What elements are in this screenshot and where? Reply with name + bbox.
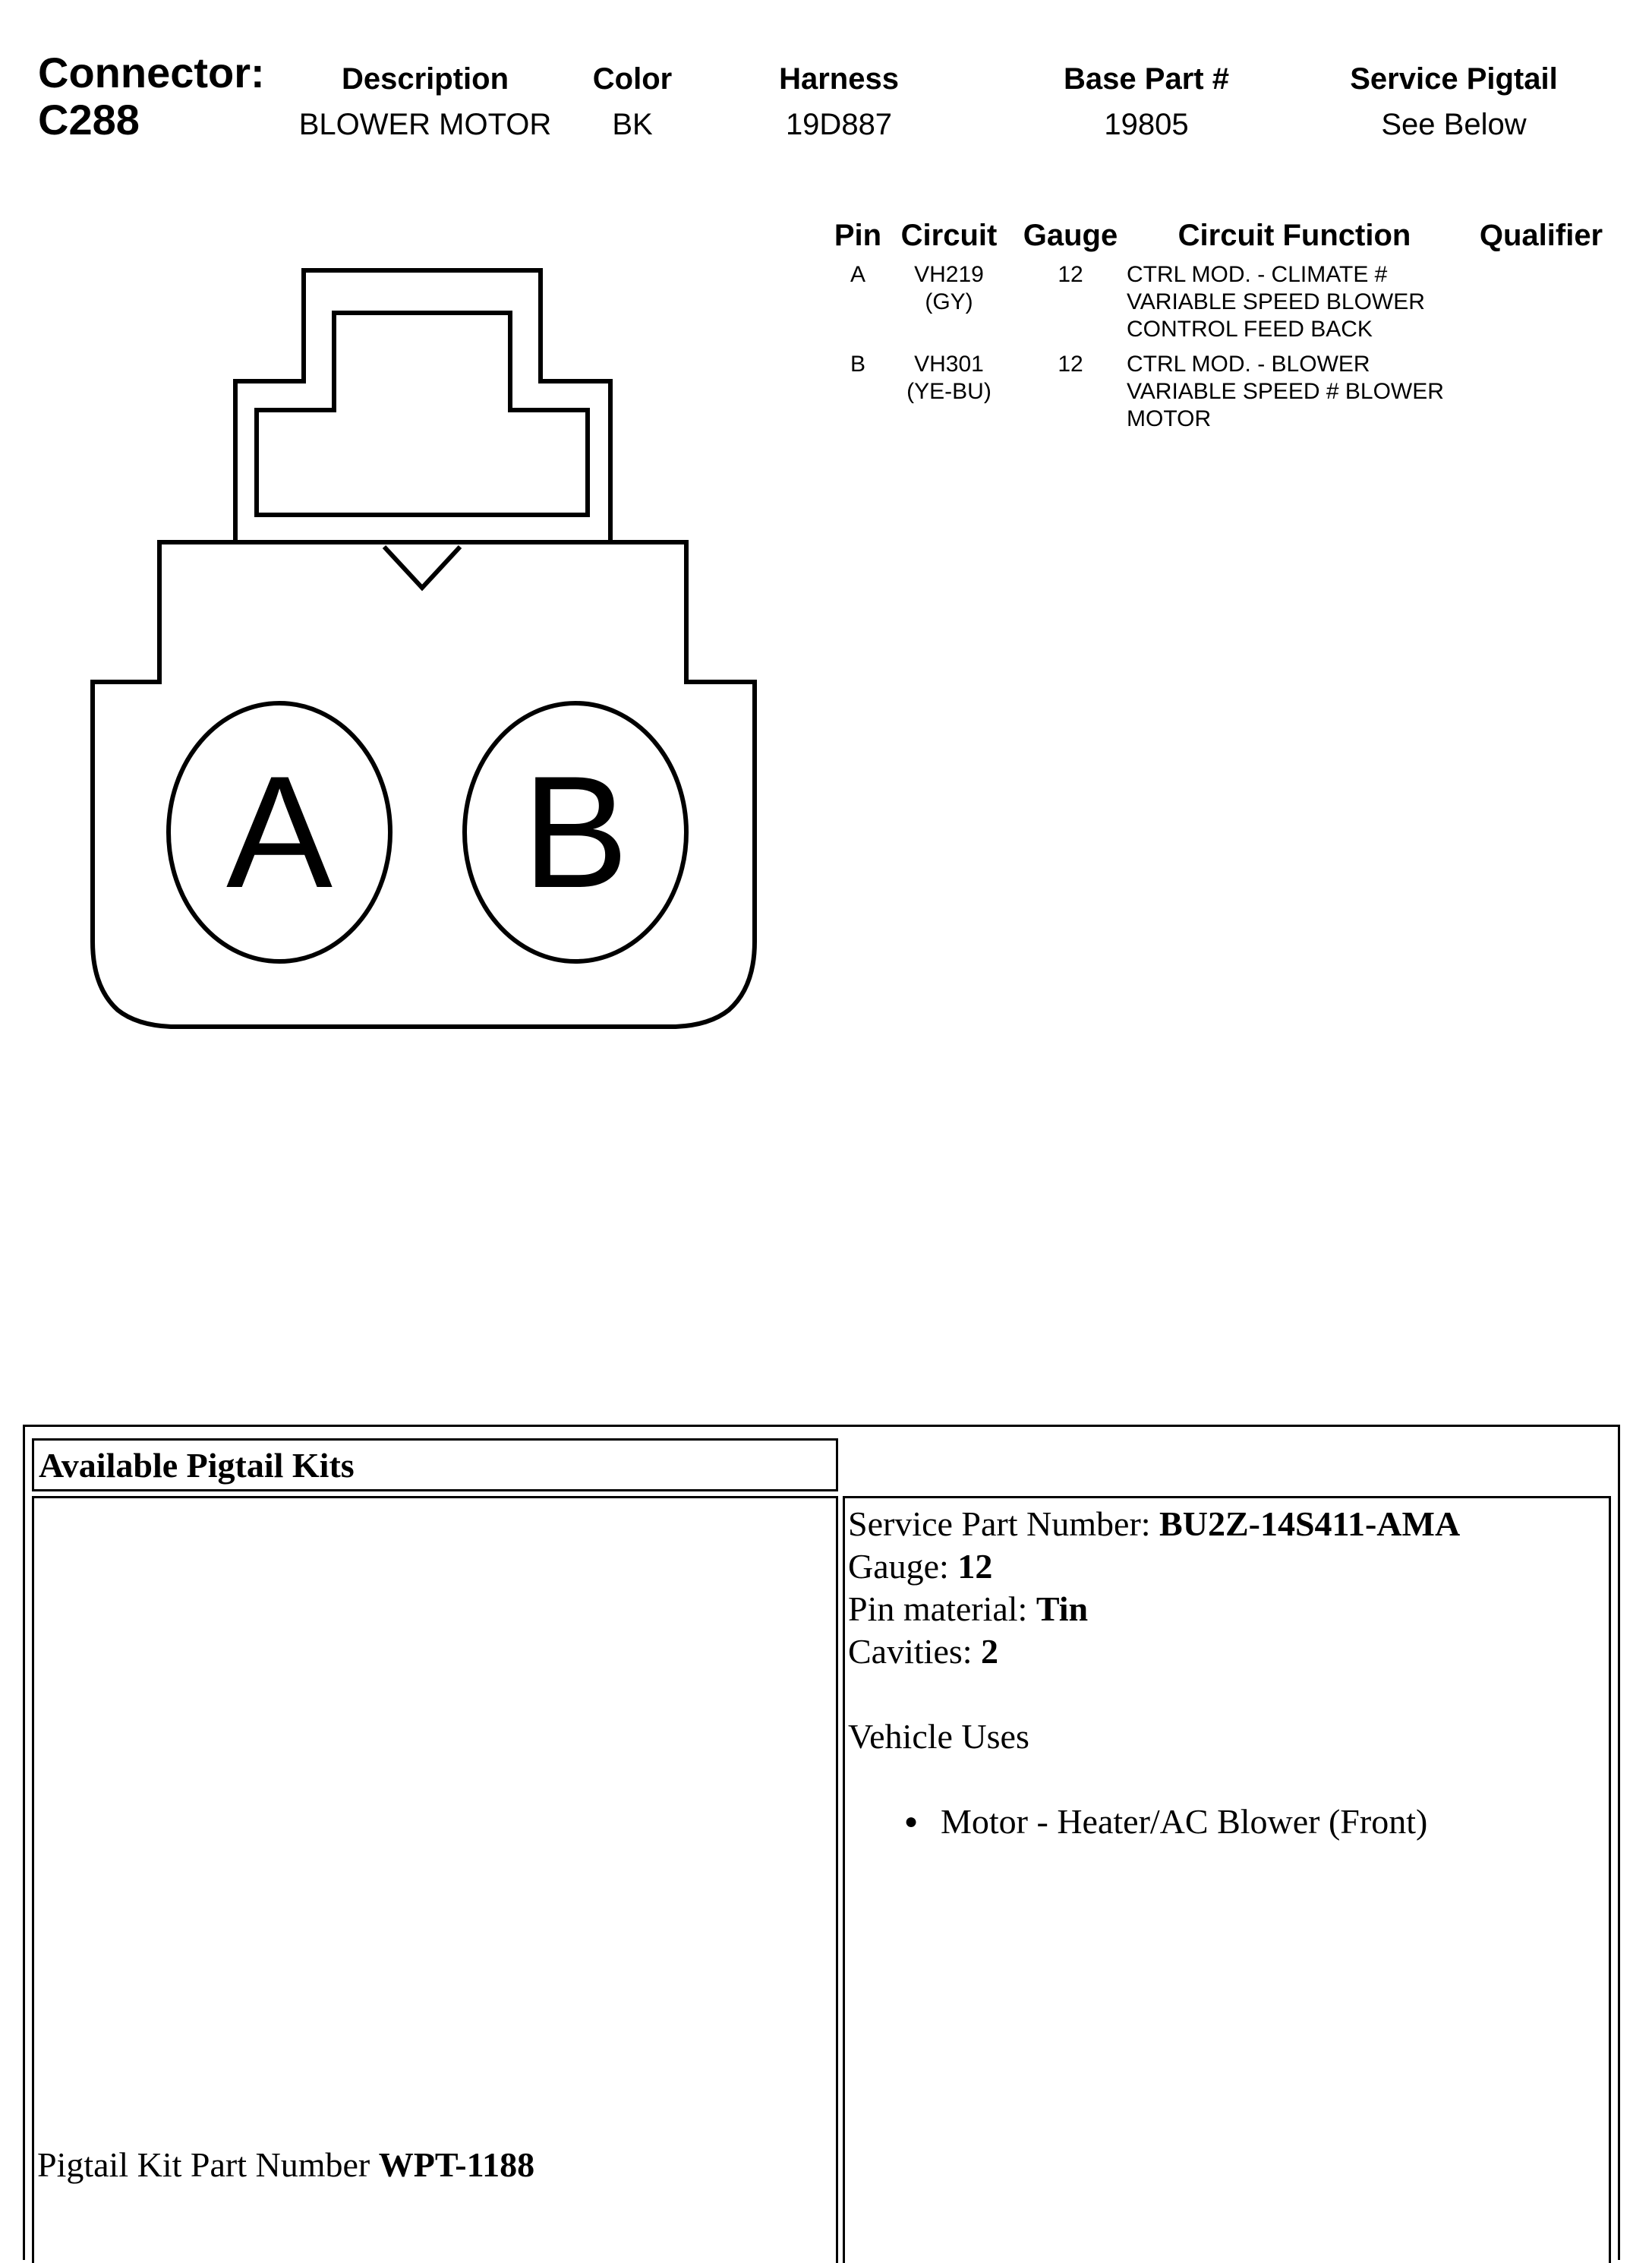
latch-inner	[257, 313, 588, 515]
base-part-value: 19805	[1104, 108, 1189, 141]
service-part-number-line	[848, 1503, 1460, 1545]
pin-row-a-circuit-color: (GY)	[925, 289, 973, 314]
circuit-column-header: Circuit	[900, 219, 998, 252]
pigtail-kit-label: Pigtail Kit Part Number	[37, 2145, 379, 2184]
pin-row-b-circuit-color: (YE-BU)	[906, 379, 992, 404]
service-part-label: Service Part Number:	[848, 1504, 1160, 1543]
vehicle-uses-list	[904, 1801, 1460, 1843]
cavity-a-label: A	[225, 743, 333, 921]
pin-row-b-function-line-3: MOTOR	[1127, 406, 1212, 431]
pin-row-b-function-line-2: VARIABLE SPEED # BLOWER	[1127, 379, 1444, 404]
vehicle-use-text: Motor - Heater/AC Blower (Front)	[941, 1802, 1428, 1841]
cavity-b-label: B	[522, 743, 629, 921]
pin-material-line	[848, 1588, 1460, 1630]
cavities-line	[848, 1630, 1460, 1673]
cavities-value: 2	[981, 1632, 999, 1671]
pin-row-a-function-line-3: CONTROL FEED BACK	[1127, 317, 1373, 342]
connector-diagram	[0, 0, 835, 1063]
gauge-line	[848, 1545, 1460, 1588]
service-part-cell	[843, 1496, 1611, 2263]
pigtail-kit-number: WPT-1188	[378, 2145, 535, 2184]
polarization-notch	[384, 547, 460, 588]
bullet-icon: ●	[904, 1809, 919, 1834]
pin-row-a-pin: A	[850, 262, 865, 287]
pin-row-b-function-line-1: CTRL MOD. - BLOWER	[1127, 352, 1370, 377]
harness-header: Harness	[779, 62, 899, 96]
pin-row-b-pin: B	[850, 352, 865, 377]
vehicle-uses-heading: Vehicle Uses	[848, 1717, 1029, 1756]
gauge-column-header: Gauge	[1023, 219, 1118, 252]
connector-body	[93, 542, 755, 1027]
description-value: BLOWER MOTOR	[298, 108, 552, 141]
pin-row-b-gauge: 12	[1058, 352, 1083, 377]
base-part-header: Base Part #	[1064, 62, 1229, 96]
cavities-label: Cavities:	[848, 1632, 982, 1671]
connector-id: C288	[38, 96, 140, 144]
pigtail-kit-cell	[32, 1496, 838, 2263]
pigtail-kits-title: Available Pigtail Kits	[39, 1446, 355, 1485]
pin-material-value: Tin	[1036, 1589, 1089, 1628]
pin-material-label: Pin material:	[848, 1589, 1036, 1628]
color-header: Color	[592, 62, 673, 96]
harness-value: 19D887	[785, 108, 893, 141]
service-pigtail-value: See Below	[1381, 108, 1527, 141]
qualifier-column-header: Qualifier	[1479, 219, 1603, 252]
pin-row-b-circuit: VH301	[914, 352, 984, 377]
gauge-label: Gauge:	[848, 1547, 958, 1586]
pin-column-header: Pin	[834, 219, 882, 252]
description-header: Description	[341, 62, 509, 96]
service-pigtail-header: Service Pigtail	[1350, 62, 1558, 96]
pin-row-a-circuit: VH219	[914, 262, 984, 287]
pigtail-kit-part-number	[37, 2144, 534, 2186]
service-part-value: BU2Z-14S411-AMA	[1159, 1504, 1461, 1543]
pigtail-kits-title-cell	[32, 1438, 838, 1491]
list-item	[904, 1801, 1460, 1843]
function-column-header: Circuit Function	[1178, 219, 1411, 252]
gauge-value: 12	[957, 1547, 993, 1586]
color-value: BK	[612, 108, 653, 141]
connector-label: Connector:	[38, 49, 265, 96]
pin-row-a-function-line-1: CTRL MOD. - CLIMATE #	[1127, 262, 1388, 287]
pin-row-a-gauge: 12	[1058, 262, 1083, 287]
pin-row-a-function-line-2: VARIABLE SPEED BLOWER	[1127, 289, 1425, 314]
